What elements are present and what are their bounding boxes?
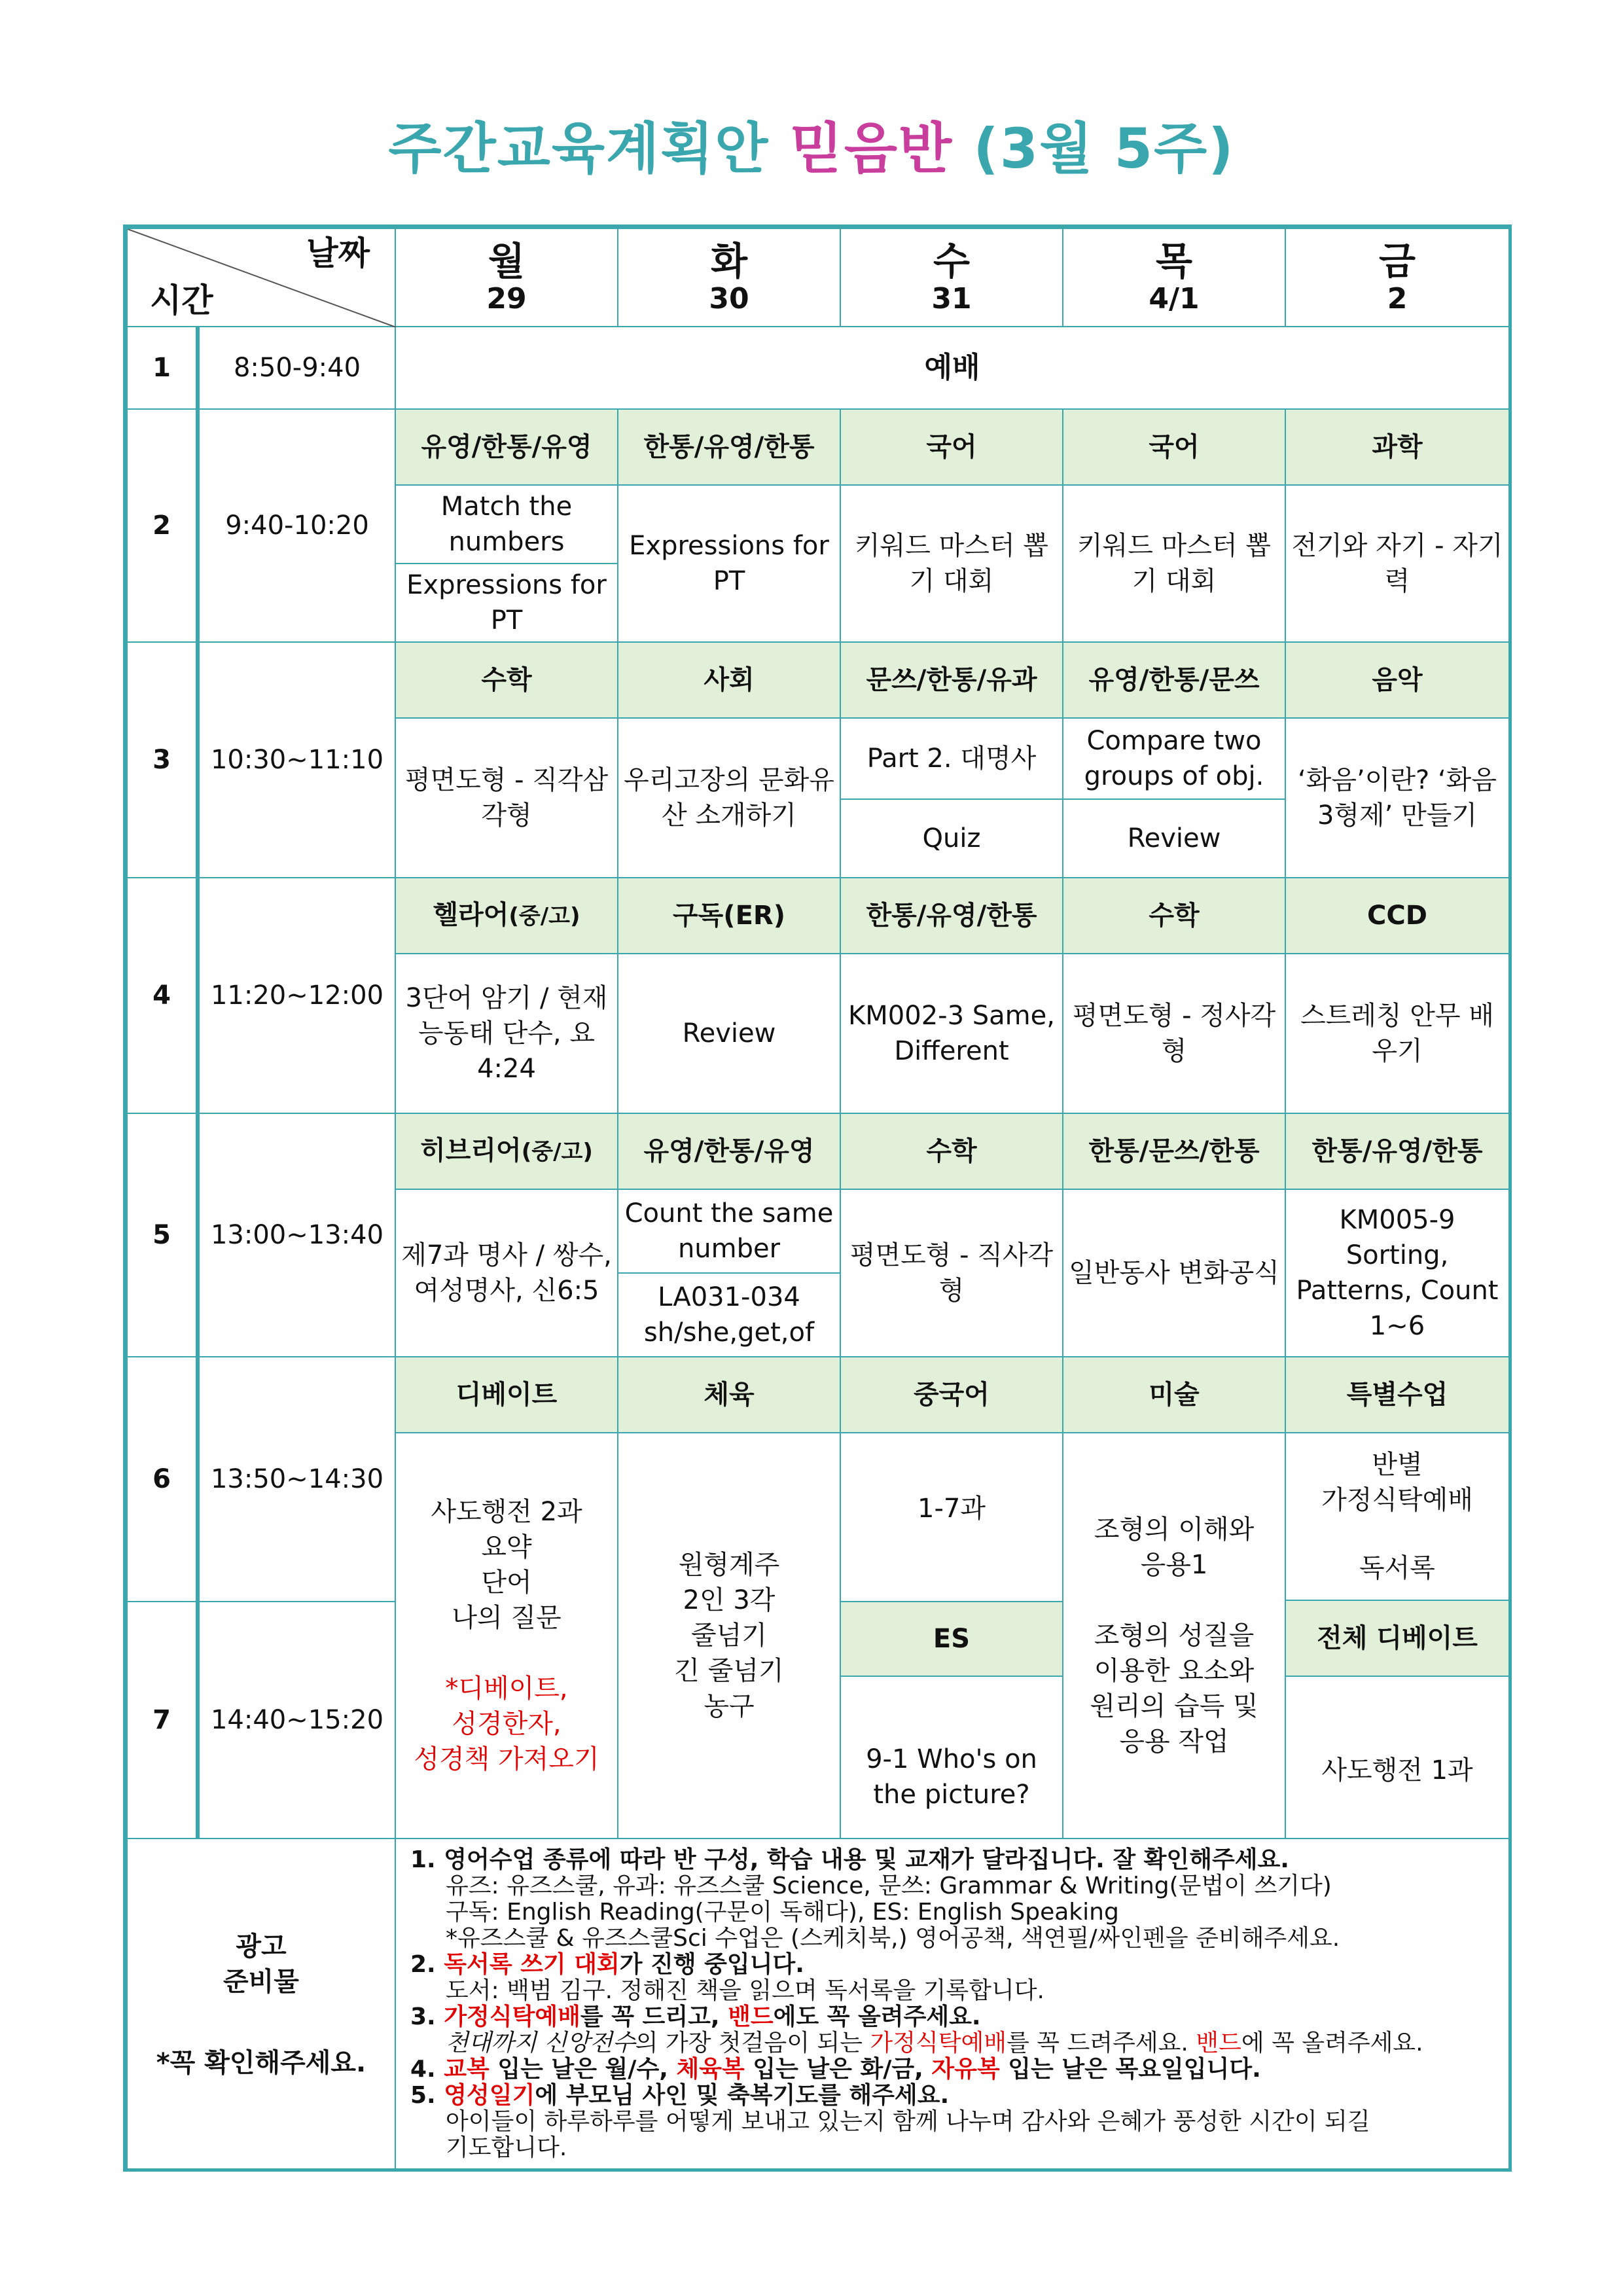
- subject-cell: ES: [840, 1602, 1063, 1676]
- notice-label-cell: [127, 1839, 395, 2171]
- subject-cell: 유영/한통/유영: [618, 1113, 840, 1189]
- subject-cell: 한통/유영/한통: [840, 878, 1063, 954]
- activity-cell-thu-6-7: 조형의 이해와 응용1 조형의 성질을 이용한 요소와 원리의 습득 및 응용 작업: [1063, 1433, 1285, 1839]
- period-time: 11:20~12:00: [198, 878, 395, 1113]
- activity-cell: Review: [1063, 799, 1285, 878]
- activity-cell: Review: [618, 954, 840, 1113]
- title-main: 주간교육계획안: [388, 117, 770, 181]
- subject-cell: 유영/한통/유영: [395, 409, 618, 485]
- subject-cell: 미술: [1063, 1357, 1285, 1433]
- notice-item-5: 5. 영성일기에 부모님 사인 및 축복기도를 해주세요.: [410, 2082, 950, 2109]
- period-number: 6: [127, 1357, 198, 1602]
- subject-cell: 국어: [840, 409, 1063, 485]
- period-number: 5: [127, 1113, 198, 1357]
- notice-item-2: 2. 독서록 쓰기 대회가 진행 중입니다.: [410, 1951, 804, 1978]
- day-header-mon: 월 29: [395, 228, 618, 327]
- activity-cell: Count the same number: [618, 1189, 840, 1273]
- activity-cell: LA031-034 sh/she,get,of: [618, 1273, 840, 1357]
- activity-cell: 전기와 자기 - 자기력: [1285, 485, 1509, 642]
- day-header-tue: 화 30: [618, 228, 840, 327]
- activity-cell: 제7과 명사 / 쌍수,여성명사, 신6:5: [395, 1189, 618, 1357]
- activity-cell: Compare two groups of obj.: [1063, 718, 1285, 799]
- subject-cell: 유영/한통/문쓰: [1063, 642, 1285, 718]
- subject-cell: 음악: [1285, 642, 1509, 718]
- activity-cell: Part 2. 대명사: [840, 718, 1063, 799]
- activity-cell: ‘화음’이란? ‘화음 3형제’ 만들기: [1285, 718, 1509, 878]
- period-time: 9:40-10:20: [198, 409, 395, 642]
- time-label: 시간: [150, 281, 213, 319]
- date-label: 날짜: [306, 234, 370, 272]
- activity-cell: 평면도형 - 정사각형: [1063, 954, 1285, 1113]
- activity-cell-tue-6-7: 원형계주 2인 3각 줄넘기 긴 줄넘기 농구: [618, 1433, 840, 1839]
- subject-cell: 사회: [618, 642, 840, 718]
- period-number: 3: [127, 642, 198, 878]
- period-time: 13:00~13:40: [198, 1113, 395, 1357]
- notice-label: 광고: [236, 1931, 287, 1962]
- day-header-thu: 목 4/1: [1063, 228, 1285, 327]
- supplies-label: 준비물: [223, 1967, 299, 1997]
- activity-cell: Match the numbers: [395, 485, 618, 564]
- period-time: 8:50-9:40: [198, 327, 395, 409]
- period-number: 7: [127, 1602, 198, 1839]
- weekly-schedule-table: [126, 228, 1510, 2172]
- page-title: [0, 105, 1623, 184]
- day-header-fri: 금 2: [1285, 228, 1509, 327]
- header-corner: [127, 228, 395, 327]
- subject-cell: 헬라어(중/고): [395, 878, 618, 954]
- activity-cell-mon-6-7: 사도행전 2과 요약 단어 나의 질문 *디베이트, 성경한자, 성경책 가져오기: [395, 1433, 618, 1839]
- subject-cell: 한통/유영/한통: [1285, 1113, 1509, 1189]
- notice-row: [127, 1839, 1509, 2171]
- activity-cell: 3단어 암기 / 현재 능동태 단수, 요4:24: [395, 954, 618, 1113]
- period-5-subject-row: [127, 1113, 1509, 1189]
- subject-cell: 구독(ER): [618, 878, 840, 954]
- notice-item-1: 1. 영어수업 종류에 따라 반 구성, 학습 내용 및 교재가 달라집니다. 잘 확인해주세요.: [410, 1846, 1289, 1873]
- subject-cell: 국어: [1063, 409, 1285, 485]
- subject-cell: 체육: [618, 1357, 840, 1433]
- subject-cell: 수학: [840, 1113, 1063, 1189]
- period-time: 14:40~15:20: [198, 1602, 395, 1839]
- title-class-name: 믿음반: [789, 117, 954, 181]
- schedule-frame: [123, 224, 1512, 2172]
- period-2-subject-row: [127, 409, 1509, 485]
- period-number: 4: [127, 878, 198, 1113]
- period-1-all-days: 예배: [395, 327, 1509, 409]
- activity-cell: KM002-3 Same, Different: [840, 954, 1063, 1113]
- period-6-subject-row: [127, 1357, 1509, 1433]
- subject-cell: 과학: [1285, 409, 1509, 485]
- notice-item-3: 3. 가정식탁예배를 꼭 드리고, 밴드에도 꼭 올려주세요.: [410, 2003, 981, 2030]
- activity-cell: Expressions for PT: [618, 485, 840, 642]
- period-number: 1: [127, 327, 198, 409]
- activity-cell: Quiz: [840, 799, 1063, 878]
- activity-cell: Expressions for PT: [395, 564, 618, 642]
- period-3-subject-row: [127, 642, 1509, 718]
- period-time: 10:30~11:10: [198, 642, 395, 878]
- subject-cell: 한통/문쓰/한통: [1063, 1113, 1285, 1189]
- activity-cell: 1-7과: [840, 1433, 1063, 1602]
- notice-content: 1. 영어수업 종류에 따라 반 구성, 학습 내용 및 교재가 달라집니다. 잘 확인해주세요. 유즈: 유즈스쿨, 유과: 유즈스쿨 Science, 문쓰: Grammar & Writing(문법이 쓰기다) 구독: English Reading(구문이 독해다), ES: English Speaking *유즈스쿨 & 유즈스쿨Sci 수업은 (스케치북,) 영어공책, 색연필/싸인펜을 준비해주세요. 2. 독서록 쓰기 대회가 진행 중입니다. 도서: 백범 김구. 정해진 책을 읽으며 독서록을 기록합니다. 3. 가정식탁예배를 꼭 드리고, 밴드에도 꼭 올려주세요. 천대까지 신앙전수의 가장 첫걸음이 되는 가정식탁예배를 꼭 드려주세요. 밴드에 꼭 올려주세요. 4. 교복 입는 날은 월/수, 체육복 입는 날은 화/금, 자유복 입는 날은 목요일입니다. 5. 영성일기에 부모님 사인 및 축복기도를 해주세요. 아이들이 하루하루를 어떻게 보내고 있는지 함께 나누며 감사와 은혜가 풍성한 시간이 되길 기도합니다.: [395, 1839, 1509, 2171]
- subject-cell: 한통/유영/한통: [618, 409, 840, 485]
- subject-cell: 전체 디베이트: [1285, 1600, 1509, 1676]
- period-1-row: [127, 327, 1509, 409]
- subject-cell: 수학: [1063, 878, 1285, 954]
- activity-cell: 키워드 마스터 뽑기 대회: [840, 485, 1063, 642]
- activity-cell: 키워드 마스터 뽑기 대회: [1063, 485, 1285, 642]
- subject-cell: 수학: [395, 642, 618, 718]
- activity-cell: 9-1 Who's on the picture?: [840, 1676, 1063, 1839]
- period-4-subject-row: [127, 878, 1509, 954]
- subject-cell: CCD: [1285, 878, 1509, 954]
- activity-cell: 우리고장의 문화유산 소개하기: [618, 718, 840, 878]
- subject-cell: 히브리어(중/고): [395, 1113, 618, 1189]
- check-label: *꼭 확인해주세요.: [156, 2048, 366, 2078]
- activity-cell: 사도행전 1과: [1285, 1676, 1509, 1839]
- subject-cell: 중국어: [840, 1357, 1063, 1433]
- title-week: (3월 5주): [973, 117, 1235, 181]
- subject-cell: 문쓰/한통/유과: [840, 642, 1063, 718]
- activity-cell: 평면도형 - 직사각형: [840, 1189, 1063, 1357]
- activity-cell: KM005-9 Sorting, Patterns, Count 1~6: [1285, 1189, 1509, 1357]
- header-row: [127, 228, 1509, 327]
- notice-item-4: 4. 교복 입는 날은 월/수, 체육복 입는 날은 화/금, 자유복 입는 날은 목요일입니다.: [410, 2056, 1261, 2083]
- activity-cell: 평면도형 - 직각삼각형: [395, 718, 618, 878]
- activity-cell: 일반동사 변화공식: [1063, 1189, 1285, 1357]
- activity-cell-fri-6: 반별 가정식탁예배 독서록: [1285, 1433, 1509, 1600]
- subject-cell: 디베이트: [395, 1357, 618, 1433]
- subject-cell: 특별수업: [1285, 1357, 1509, 1433]
- period-number: 2: [127, 409, 198, 642]
- activity-cell: 스트레칭 안무 배우기: [1285, 954, 1509, 1113]
- day-header-wed: 수 31: [840, 228, 1063, 327]
- period-time: 13:50~14:30: [198, 1357, 395, 1602]
